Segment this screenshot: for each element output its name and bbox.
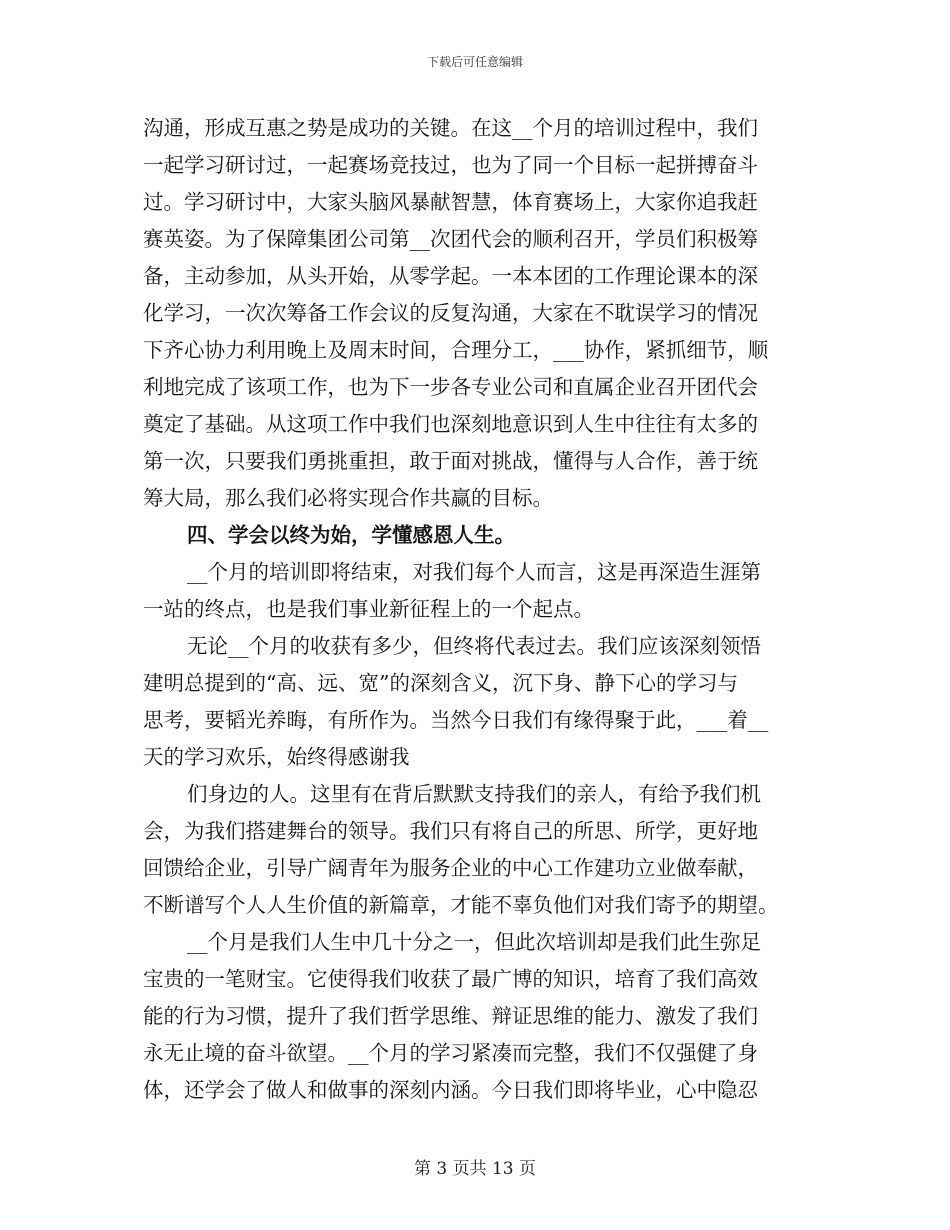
paragraph-first-line: 无论__个月的收获有多少，但终将代表过去。我们应该深刻领悟	[187, 634, 761, 658]
paragraph-first-line: __个月的培训即将结束，对我们每个人而言，这是再深造生涯第	[187, 560, 761, 584]
text-line: 不断谱写个人人生价值的新篇章，才能不辜负他们对我们寄予的期望。	[143, 893, 779, 917]
page-header: 下载后可任意编辑	[426, 55, 523, 69]
text-line: 第一次，只要我们勇挑重担，敢于面对挑战，懂得与人合作，善于统	[143, 449, 758, 473]
text-line: 赛英姿。为了保障集团公司第__次团代会的顺利召开，学员们积极筹	[143, 227, 758, 251]
section-heading: 四、学会以终为始，学懂感恩人生。	[187, 523, 515, 547]
text-line: 宝贵的一笔财宝。它使得我们收获了最广博的知识，培育了我们高效	[143, 967, 758, 991]
text-line: 天的学习欢乐，始终得感谢我	[143, 745, 410, 769]
text-line: 建明总提到的“高、远、宽”的深刻含义，沉下身、静下心的学习与	[143, 671, 738, 695]
text-line: 一站的终点，也是我们事业新征程上的一个起点。	[143, 597, 594, 621]
text-line: 会，为我们搭建舞台的领导。我们只有将自己的所思、所学，更好地	[143, 819, 758, 843]
text-line: 奠定了基础。从这项工作中我们也深刻地意识到人生中往往有太多的	[143, 412, 758, 436]
text-line: 永无止境的奋斗欲望。__个月的学习紧凑而完整，我们不仅强健了身	[143, 1041, 758, 1065]
page-number-footer: 第 3 页共 13 页	[413, 1159, 537, 1179]
text-line: 思考，要韬光养晦，有所作为。当然今日我们有缘得聚于此，___着__	[143, 708, 769, 732]
paragraph-first-line: __个月是我们人生中几十分之一，但此次培训却是我们此生弥足	[187, 930, 761, 954]
text-line: 能的行为习惯，提升了我们哲学思维、辩证思维的能力、激发了我们	[143, 1004, 758, 1028]
text-line: 过。学习研讨中，大家头脑风暴献智慧，体育赛场上，大家你追我赶	[143, 190, 758, 214]
text-line: 化学习，一次次筹备工作会议的反复沟通，大家在不耽误学习的情况	[143, 301, 758, 325]
text-line: 一起学习研讨过，一起赛场竞技过，也为了同一个目标一起拼搏奋斗	[143, 153, 758, 177]
text-line: 下齐心协力利用晚上及周末时间，合理分工，___协作，紧抓细节，顺	[143, 338, 769, 362]
text-line: 沟通，形成互惠之势是成功的关键。在这__个月的培训过程中，我们	[143, 116, 758, 140]
text-line: 备，主动参加，从头开始，从零学起。一本本团的工作理论课本的深	[143, 264, 758, 288]
text-line: 体，还学会了做人和做事的深刻内涵。今日我们即将毕业，心中隐忍	[143, 1078, 758, 1102]
text-line: 利地完成了该项工作，也为下一步各专业公司和直属企业召开团代会	[143, 375, 758, 399]
text-line: 回馈给企业，引导广阔青年为服务企业的中心工作建功立业做奉献，	[143, 856, 758, 880]
text-line: 筹大局，那么我们必将实现合作共赢的目标。	[143, 486, 553, 510]
paragraph-first-line: 们身边的人。这里有在背后默默支持我们的亲人，有给予我们机	[187, 782, 761, 806]
